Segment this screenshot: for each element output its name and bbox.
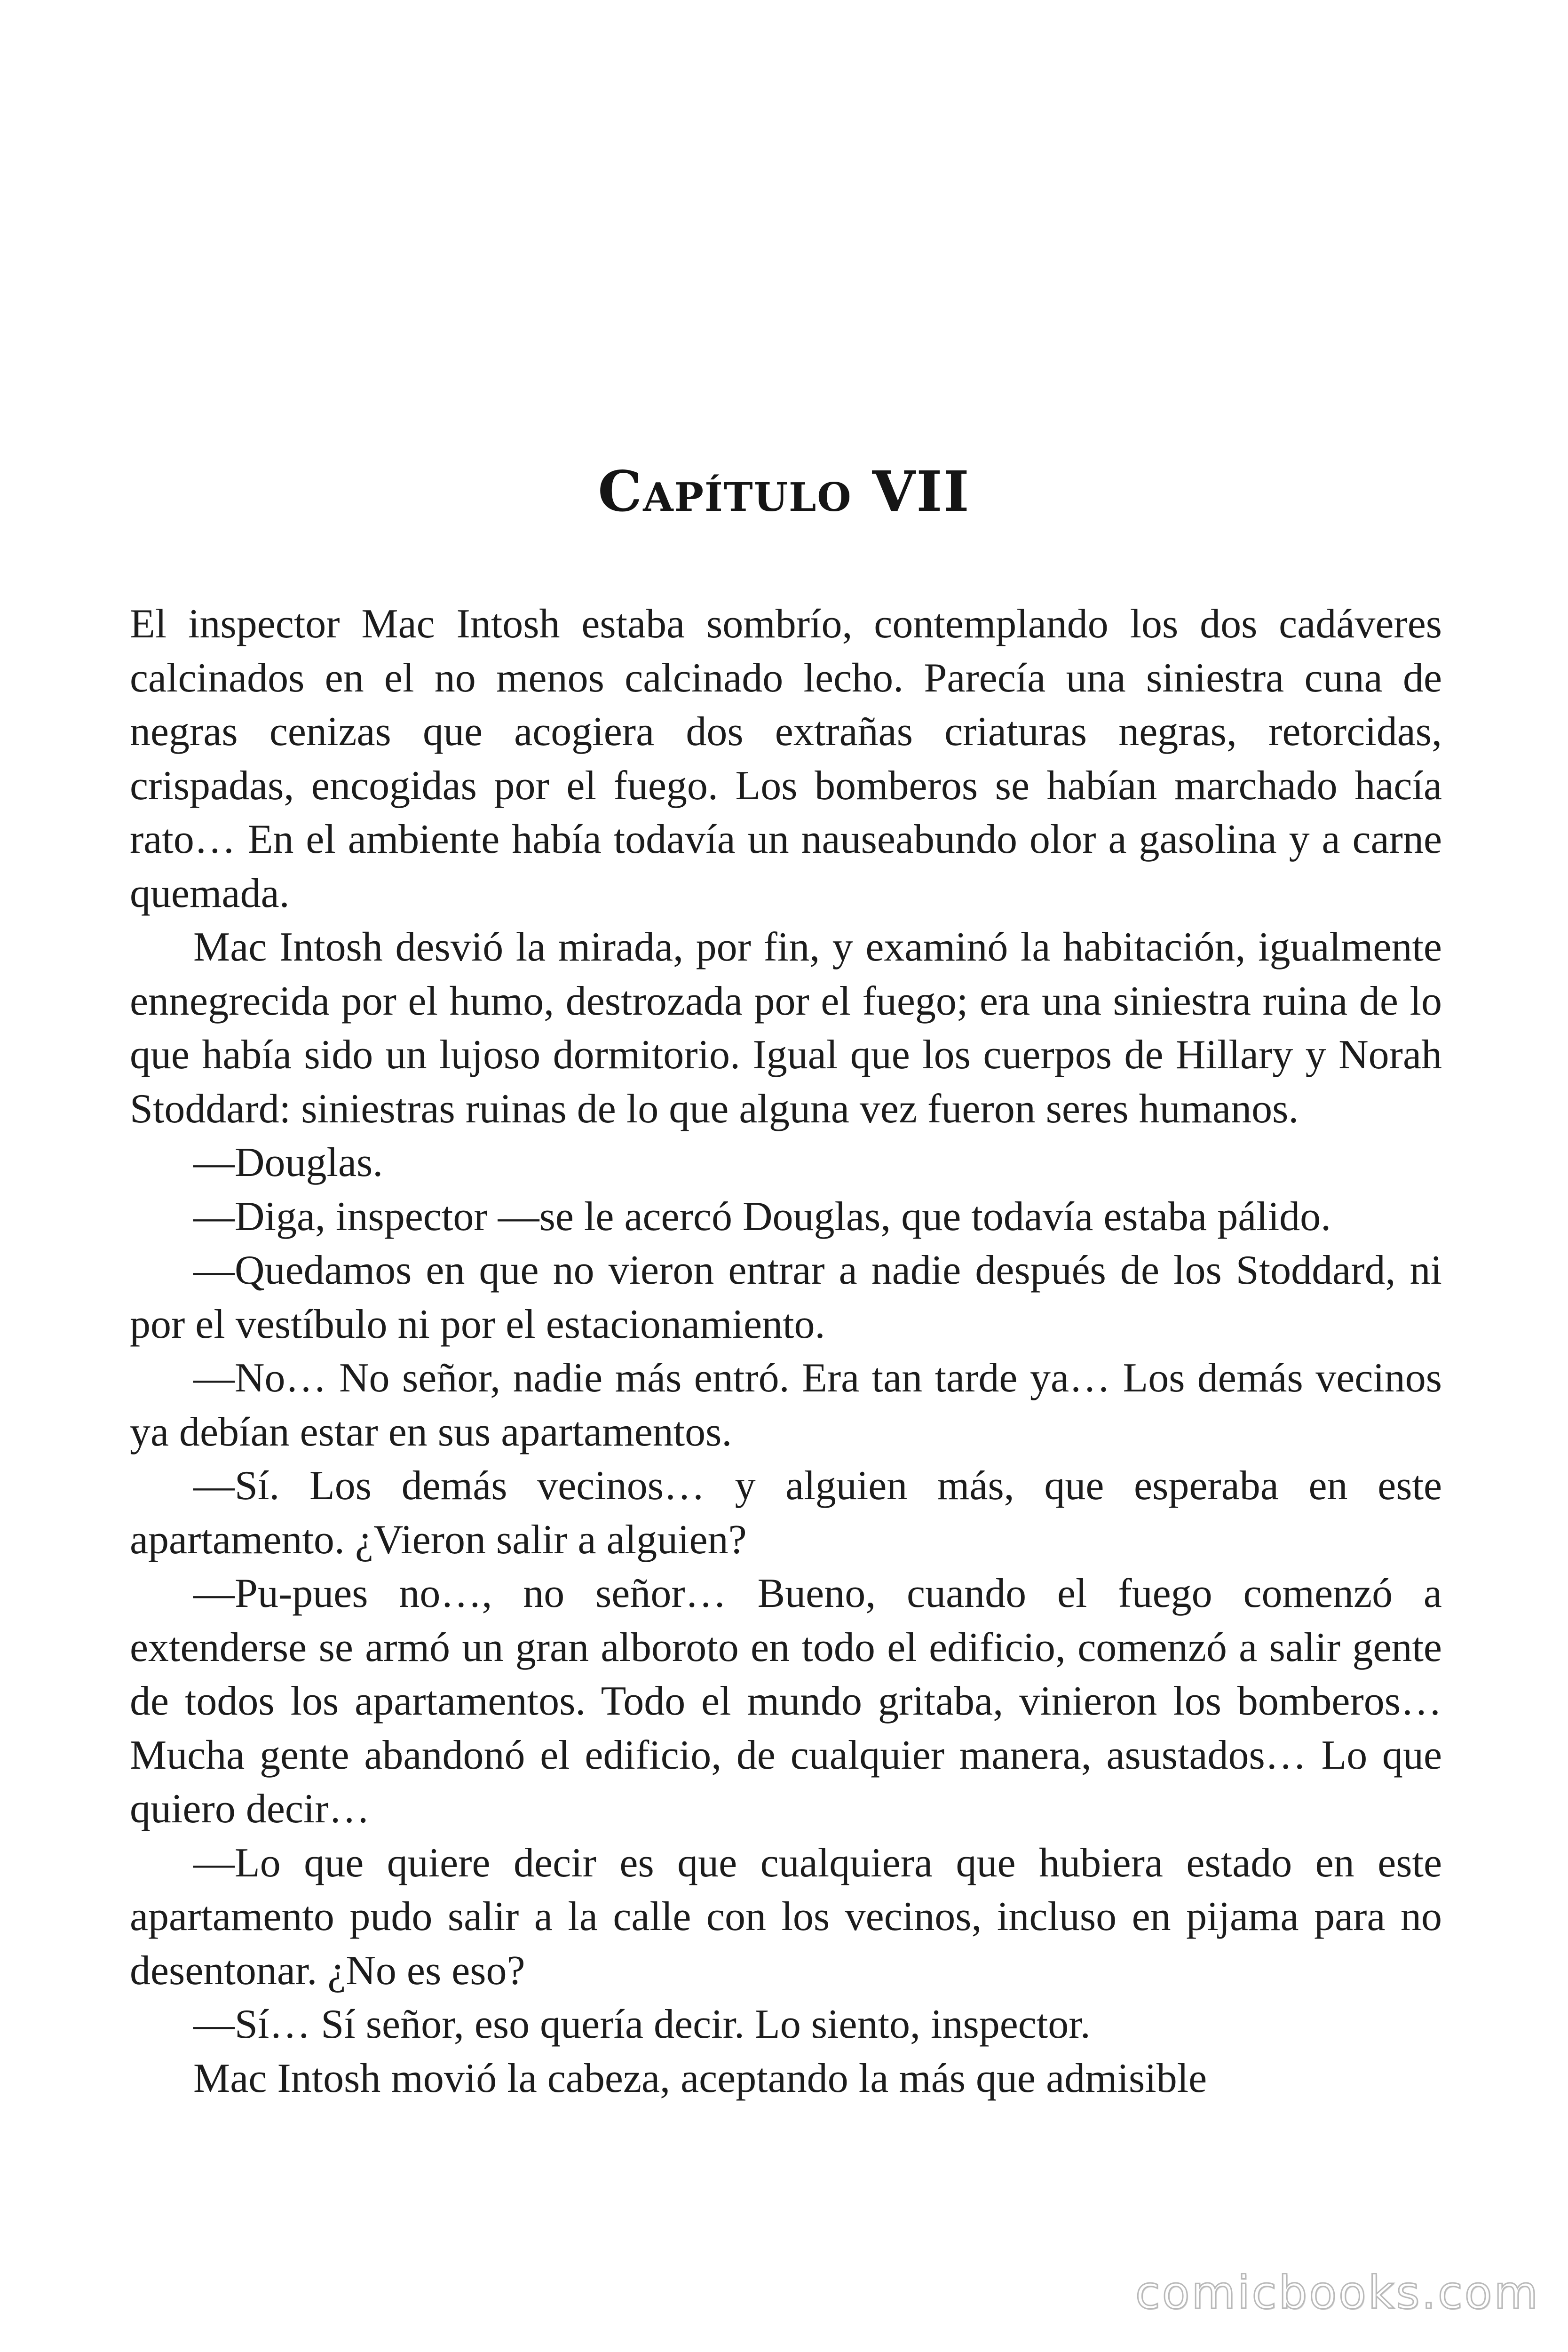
- paragraph-1: El inspector Mac Intosh estaba sombrío, contemplando los dos cadáveres calcinados en el no menos calcinado lecho. Parecía una siniestra cuna de negras cenizas que acogiera dos extrañas criaturas negras, retorcidas, crispadas, encogidas por el fuego. Los bomberos se habían marchado hacía rato… En el ambiente había todavía un nauseabundo olor a gasolina y a carne quemada.: [130, 601, 1442, 916]
- paragraph-10: —Sí… Sí señor, eso quería decir. Lo siento, inspector.: [193, 2002, 1091, 2047]
- paragraph-11: Mac Intosh movió la cabeza, aceptando la más que admisible: [193, 2055, 1207, 2101]
- paragraph-2: Mac Intosh desvió la mirada, por fin, y examinó la habitación, igualmente ennegrecida por el humo, destrozada por el fuego; era una siniestra ruina de lo que había sido un lujoso dormitorio. Igual que los cuerpos de Hillary y Norah Stoddard: siniestras ruinas de lo que alguna vez fueron seres humanos.: [130, 924, 1442, 1132]
- paragraph-8: —Pu-pues no…, no señor… Bueno, cuando el fuego comenzó a extenderse se armó un gran alboroto en todo el edificio, comenzó a salir gente de todos los apartamentos. Todo el mundo gritaba, vinieron los bomberos… Mucha gente abandonó el edificio, de cualquier manera, asustados… Lo que quiero decir…: [130, 1571, 1442, 1832]
- paragraph-9: —Lo que quiere decir es que cualquiera que hubiera estado en este apartamento pudo salir a la calle con los vecinos, incluso en pijama para no desentonar. ¿No es eso?: [130, 1840, 1442, 1994]
- paragraph-5: —Quedamos en que no vieron entrar a nadie después de los Stoddard, ni por el vestíbulo ni por el estacionamiento.: [130, 1248, 1442, 1347]
- chapter-title: Capítulo VII: [598, 459, 970, 524]
- chapter-body: [130, 597, 1442, 2106]
- paragraph-4: —Diga, inspector —se le acercó Douglas, que todavía estaba pálido.: [193, 1193, 1331, 1240]
- paragraph-3: —Douglas.: [193, 1140, 383, 1185]
- paragraph-6: —No… No señor, nadie más entró. Era tan tarde ya… Los demás vecinos ya debían estar en sus apartamentos.: [130, 1355, 1442, 1455]
- paragraph-7: —Sí. Los demás vecinos… y alguien más, que esperaba en este apartamento. ¿Vieron salir a alguien?: [130, 1463, 1442, 1563]
- site-watermark: comicbooks.com: [1135, 2266, 1540, 2319]
